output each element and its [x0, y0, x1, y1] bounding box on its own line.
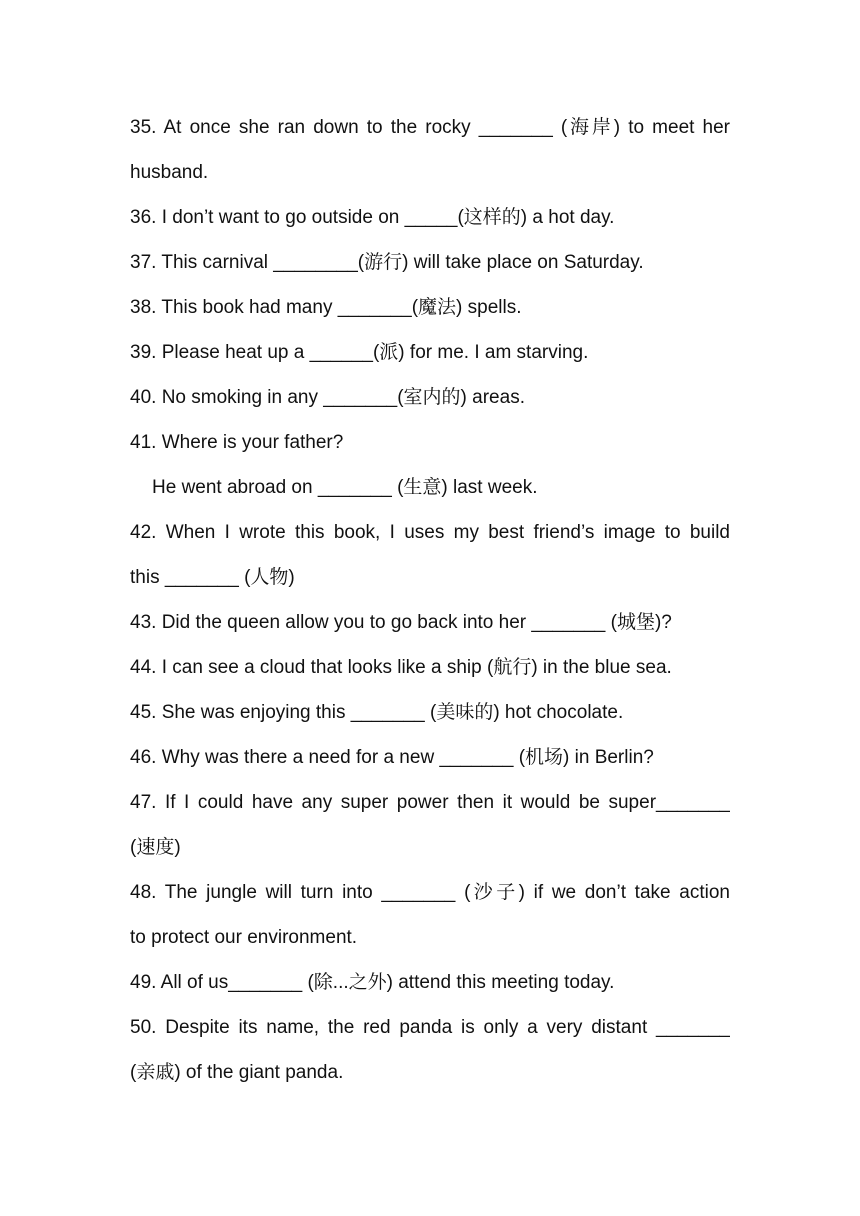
question-49 — [130, 960, 730, 1005]
question-line: 44. I can see a cloud that looks like a ship (航行) in the blue sea. — [130, 657, 672, 678]
question-39 — [130, 330, 730, 375]
question-35 — [130, 105, 730, 195]
question-line: 46. Why was there a need for a new _______ (机场) in Berlin? — [130, 747, 654, 768]
question-line: 36. I don’t want to go outside on _____(这样的) a hot day. — [130, 207, 615, 228]
question-47 — [130, 780, 730, 870]
exercise-list — [130, 105, 730, 1095]
question-43 — [130, 600, 730, 645]
question-38 — [130, 285, 730, 330]
question-37 — [130, 240, 730, 285]
question-line: 48. The jungle will turn into _______ (沙子) if we don’t take action — [130, 882, 730, 903]
question-line: (速度) — [130, 837, 181, 858]
question-answer-line: He went abroad on _______ (生意) last week. — [152, 477, 538, 498]
question-line: 39. Please heat up a ______(派) for me. I am starving. — [130, 342, 589, 363]
question-line: husband. — [130, 162, 209, 183]
question-36 — [130, 195, 730, 240]
question-line: 47. If I could have any super power then it would be super_______ — [130, 792, 730, 813]
question-line: 43. Did the queen allow you to go back into her _______ (城堡)? — [130, 612, 672, 633]
question-line: 35. At once she ran down to the rocky _______ (海岸) to meet her — [130, 117, 730, 138]
question-50 — [130, 1005, 730, 1095]
question-41 — [130, 420, 730, 510]
question-line: 37. This carnival ________(游行) will take place on Saturday. — [130, 252, 644, 273]
question-line: to protect our environment. — [130, 927, 358, 948]
question-44 — [130, 645, 730, 690]
question-45 — [130, 690, 730, 735]
question-40 — [130, 375, 730, 420]
question-line: 40. No smoking in any _______(室内的) areas. — [130, 387, 525, 408]
question-48 — [130, 870, 730, 960]
question-line: 50. Despite its name, the red panda is only a very distant _______ — [130, 1017, 730, 1038]
question-line: 49. All of us_______ (除...之外) attend this meeting today. — [130, 972, 615, 993]
question-42 — [130, 510, 730, 600]
question-46 — [130, 735, 730, 780]
question-line: 41. Where is your father? — [130, 432, 344, 453]
question-line: 38. This book had many _______(魔法) spells. — [130, 297, 522, 318]
question-line: 45. She was enjoying this _______ (美味的) hot chocolate. — [130, 702, 624, 723]
question-line: 42. When I wrote this book, I uses my best friend’s image to build — [130, 522, 730, 543]
question-line: this _______ (人物) — [130, 567, 295, 588]
question-line: (亲戚) of the giant panda. — [130, 1062, 344, 1083]
